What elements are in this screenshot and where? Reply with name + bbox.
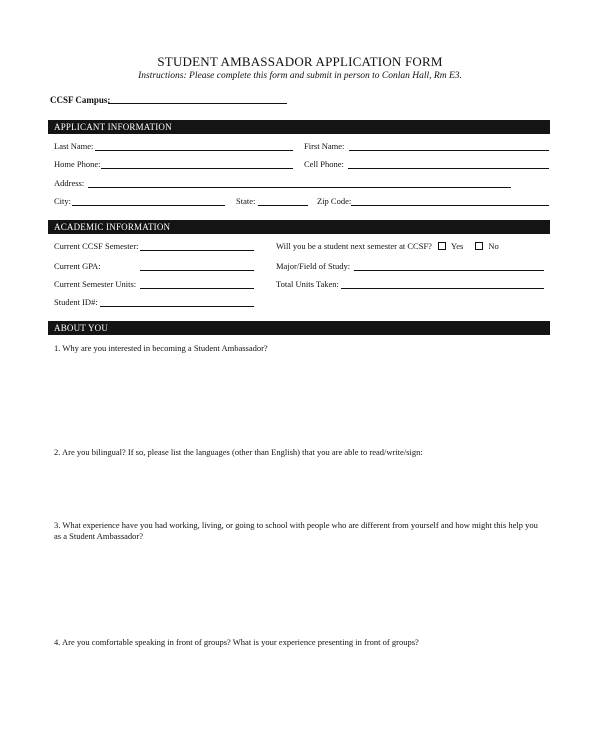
question-1: 1. Why are you interested in becoming a Student Ambassador? <box>54 343 268 353</box>
applicant-section-header: APPLICANT INFORMATION <box>48 120 550 134</box>
current-semester-field[interactable] <box>140 250 254 251</box>
student-id-field[interactable] <box>100 306 254 307</box>
academic-section-header: ACADEMIC INFORMATION <box>48 220 550 234</box>
zip-field[interactable] <box>351 205 549 206</box>
next-semester-question <box>276 241 499 252</box>
first-name-label: First Name: <box>304 141 345 151</box>
campus-field[interactable] <box>108 103 287 104</box>
total-units-label: Total Units Taken: <box>276 279 339 289</box>
address-label: Address: <box>54 178 85 188</box>
about-section-header: ABOUT YOU <box>48 321 550 335</box>
major-label: Major/Field of Study: <box>276 261 351 271</box>
total-units-field[interactable] <box>341 288 544 289</box>
form-instructions: Instructions: Please complete this form and submit in person to Conlan Hall, Rm E3. <box>138 71 462 81</box>
home-phone-field[interactable] <box>101 168 293 169</box>
question-4: 4. Are you comfortable speaking in front of groups? What is your experience presenting in front of groups? <box>54 637 419 647</box>
current-semester-label: Current CCSF Semester: <box>54 241 139 251</box>
semester-units-field[interactable] <box>140 288 254 289</box>
student-id-label: Student ID#: <box>54 297 98 307</box>
yes-checkbox[interactable] <box>438 242 446 250</box>
gpa-field[interactable] <box>140 270 254 271</box>
cell-phone-label: Cell Phone: <box>304 159 344 169</box>
yes-label: Yes <box>450 241 464 251</box>
state-field[interactable] <box>258 205 308 206</box>
first-name-field[interactable] <box>349 150 549 151</box>
city-field[interactable] <box>72 205 225 206</box>
next-semester-label: Will you be a student next semester at CCSF? <box>276 241 432 251</box>
home-phone-label: Home Phone: <box>54 159 101 169</box>
form-title: STUDENT AMBASSADOR APPLICATION FORM <box>157 54 443 69</box>
semester-units-label: Current Semester Units: <box>54 279 137 289</box>
cell-phone-field[interactable] <box>348 168 549 169</box>
question-3: 3. What experience have you had working, living, or going to school with people who are different from yourself and how might this help you as a Student Ambassador? <box>54 520 538 541</box>
no-checkbox[interactable] <box>475 242 483 250</box>
state-label: State: <box>236 196 256 206</box>
zip-label: Zip Code: <box>317 196 352 206</box>
no-label: No <box>488 241 499 251</box>
major-field[interactable] <box>354 270 544 271</box>
city-label: City: <box>54 196 72 206</box>
last-name-field[interactable] <box>95 150 293 151</box>
question-2: 2. Are you bilingual? If so, please list the languages (other than English) that you are able to read/write/sign: <box>54 447 423 457</box>
campus-label: CCSF Campus: <box>50 95 111 105</box>
address-field[interactable] <box>88 187 511 188</box>
gpa-label: Current GPA: <box>54 261 101 271</box>
last-name-label: Last Name: <box>54 141 94 151</box>
